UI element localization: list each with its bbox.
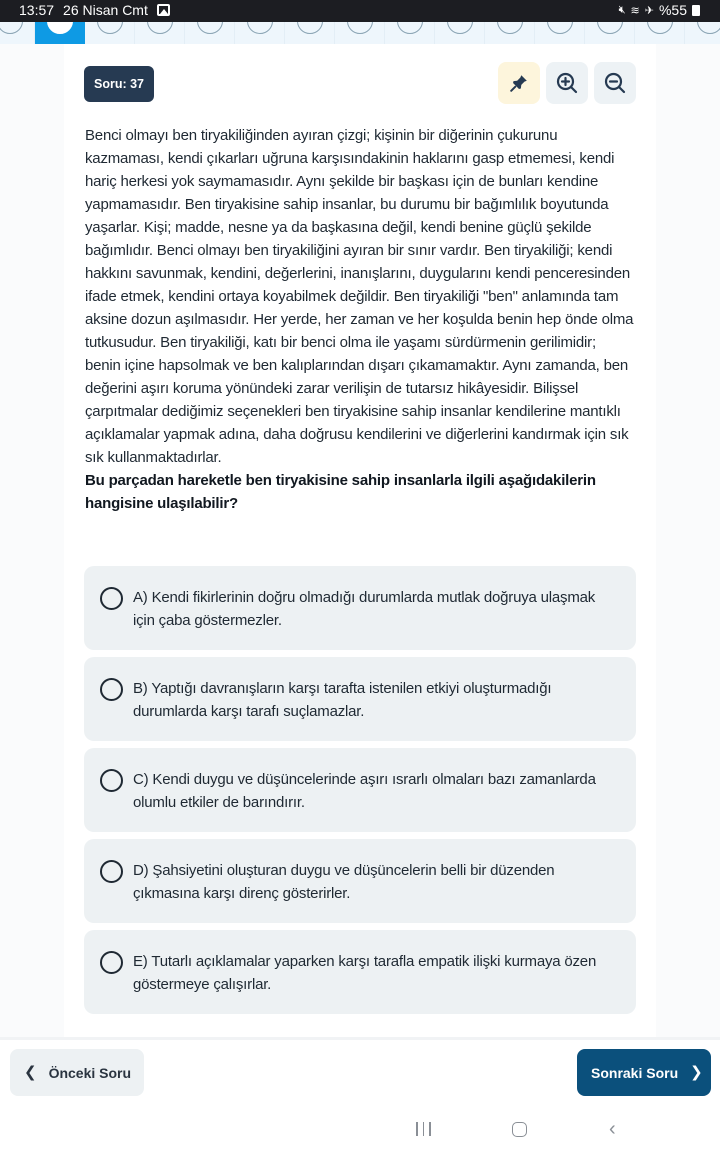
status-bar: [0, 0, 720, 22]
question-nav-item[interactable]: [685, 22, 720, 44]
back-icon[interactable]: ‹: [609, 1118, 616, 1140]
mute-icon: 🔇︎: [618, 3, 626, 16]
question-nav-item[interactable]: [185, 22, 235, 44]
home-icon[interactable]: [512, 1122, 527, 1137]
question-nav-circle: [597, 22, 623, 34]
option-body: Yaptığı davranışların karşı tarafta istenilen etkiyi oluşturmadığı durumlarda karşı tarafı suçlamazlar.: [133, 680, 552, 720]
option-e[interactable]: [84, 930, 636, 1014]
system-navigation-bar: [0, 1110, 720, 1152]
question-nav-item[interactable]: [585, 22, 635, 44]
option-label: C): [133, 771, 149, 788]
question-nav-circle: [397, 22, 423, 34]
question-nav-item[interactable]: [485, 22, 535, 44]
option-c[interactable]: [84, 748, 636, 832]
question-nav-circle: [547, 22, 573, 34]
question-nav-item[interactable]: [635, 22, 685, 44]
question-nav-circle: [647, 22, 673, 34]
pin-button[interactable]: [498, 62, 540, 104]
question-nav-item[interactable]: [385, 22, 435, 44]
recent-apps-icon[interactable]: [416, 1122, 431, 1136]
question-nav-circle: [347, 22, 373, 34]
question-nav-circle: [247, 22, 273, 34]
option-text: [133, 677, 603, 723]
chevron-left-icon: ❮: [24, 1064, 37, 1081]
question-number-badge: Soru: 37: [84, 66, 154, 102]
question-nav-item[interactable]: [535, 22, 585, 44]
question-nav-circle: [147, 22, 173, 34]
radio-icon[interactable]: [100, 678, 123, 701]
option-text: [133, 950, 603, 996]
airplane-icon: ✈︎: [644, 4, 654, 17]
option-text: [133, 859, 603, 905]
pin-icon: [508, 72, 530, 94]
question-nav-item[interactable]: [35, 22, 85, 44]
option-body: Kendi fikirlerinin doğru olmadığı durumlarda mutlak doğruya ulaşmak için çaba göstermezler.: [133, 589, 596, 629]
option-label: E): [133, 953, 148, 970]
radio-icon[interactable]: [100, 769, 123, 792]
question-stem: Bu parçadan hareketle ben tiryakisine sahip insanlarla ilgili aşağıdakilerin hangisine ulaşılabilir?: [85, 472, 596, 512]
next-question-label: Sonraki Soru: [591, 1064, 679, 1081]
option-label: B): [133, 680, 148, 697]
status-date: 26 Nisan Cmt: [63, 2, 148, 18]
question-nav-circle: [197, 22, 223, 34]
question-passage: [85, 124, 635, 515]
question-nav-item[interactable]: [335, 22, 385, 44]
previous-question-label: Önceki Soru: [48, 1064, 132, 1081]
question-nav-item[interactable]: [85, 22, 135, 44]
question-nav-item[interactable]: [0, 22, 35, 44]
option-d[interactable]: [84, 839, 636, 923]
radio-icon[interactable]: [100, 860, 123, 883]
radio-icon[interactable]: [100, 951, 123, 974]
footer-divider: [0, 1037, 720, 1040]
option-text: [133, 768, 603, 814]
radio-icon[interactable]: [100, 587, 123, 610]
passage-text: Benci olmayı ben tiryakiliğinden ayıran çizgi; kişinin bir diğerinin çukurunu kazmaması, kendi çıkarları uğruna karşısındakinin haklarını gasp etmemesi, kendi hariç herkesi yok saymamasıdır. Aynı şekilde bir başkası için de bunları kendine yapmamasıdır. Ben tiryakisine sahip insanlar, bu durumu bir bağımlılık boyutunda yaşarlar. Kişi; madde, nesne ya da başkasına değil, kendi benine güçlü şekilde bağımlıdır. Benci olmayı ben tiryakiliğini ayıran bir sınır vardır. Ben tiryakiliği; kendi hakkını savunmak, kendini, değerlerini, inanışlarını, duygularını kendi penceresinden ifade etmek, kendini ortaya koyabilmek değildir. Ben tiryakiliği "ben" anlamında tam aksine dozun aşılmasıdır. Her yerde, her zaman ve her koşulda benin hep önde olma tutkusudur. Ben tiryakiliği, katı bir benci olma ile yaşamı sürdürmenin gerilimidir; benin içine hapsolmak ve ben kalıplarından dışarı çıkamamaktır. Aynı zamanda, ben değerini aşırı koruma yönündeki zarar verilişin de tutarsız hikâyesidir. Bilişsel çarpıtmalar dediğimiz seçenekleri ben tiryakisine sahip insanlar kendilerine mantıklı açıklamalar yapmak adına, daha doğrusu kendilerini ve diğerlerini kandırmak için sık sık kullanmaktadırlar.: [85, 127, 634, 466]
question-nav-circle: [497, 22, 523, 34]
option-label: D): [133, 862, 149, 879]
status-time: 13:57: [19, 2, 55, 18]
zoom-in-button[interactable]: [546, 62, 588, 104]
wifi-icon: ≋: [630, 4, 640, 17]
question-nav-circle: [47, 22, 73, 34]
option-text: [133, 586, 603, 632]
question-nav-item[interactable]: [135, 22, 185, 44]
option-body: Şahsiyetini oluşturan duygu ve düşüncelerin belli bir düzenden çıkmasına karşı direnç gösterirler.: [133, 862, 555, 902]
question-nav-circle: [697, 22, 720, 34]
question-nav-circle: [97, 22, 123, 34]
question-nav-item[interactable]: [285, 22, 335, 44]
zoom-out-button[interactable]: [594, 62, 636, 104]
option-body: Kendi duygu ve düşüncelerinde aşırı ısrarlı olmaları bazı zamanlarda olumlu etkiler de barındırır.: [133, 771, 596, 811]
question-navigator: [0, 22, 720, 44]
option-label: A): [133, 589, 148, 606]
gallery-icon: [157, 4, 170, 16]
zoom-out-icon: [603, 71, 627, 95]
option-body: Tutarlı açıklamalar yaparken karşı tarafla empatik ilişki kurmaya özen göstermeye çalışırlar.: [133, 953, 597, 993]
question-nav-circle: [0, 22, 23, 34]
status-left: [19, 2, 170, 18]
option-a[interactable]: [84, 566, 636, 650]
question-nav-circle: [447, 22, 473, 34]
battery-level: %55: [658, 2, 687, 18]
battery-icon: [692, 5, 700, 16]
question-nav-circle: [297, 22, 323, 34]
previous-question-button[interactable]: [10, 1049, 144, 1096]
zoom-in-icon: [555, 71, 579, 95]
question-nav-item[interactable]: [235, 22, 285, 44]
option-b[interactable]: [84, 657, 636, 741]
question-nav-item[interactable]: [435, 22, 485, 44]
next-question-button[interactable]: [577, 1049, 711, 1096]
status-right: [619, 2, 700, 18]
chevron-right-icon: ❯: [690, 1064, 703, 1081]
